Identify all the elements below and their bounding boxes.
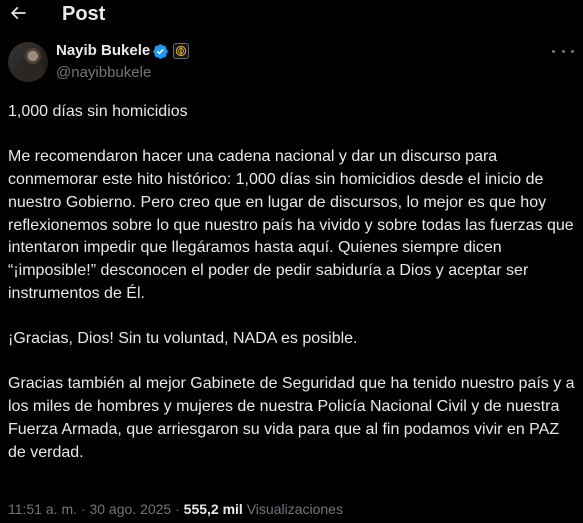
tweet-paragraph: ¡Gracias, Dios! Sin tu voluntad, NADA es posible. [8, 330, 358, 347]
back-button[interactable] [4, 0, 32, 26]
views-count[interactable]: 555,2 mil [183, 501, 243, 517]
author-handle[interactable]: @nayibbukele [56, 64, 152, 81]
verified-badge-icon[interactable] [152, 43, 169, 60]
tweet-paragraph: 1,000 días sin homicidios [8, 103, 188, 120]
more-options-button[interactable] [552, 44, 574, 58]
affiliate-badge-icon[interactable] [173, 43, 189, 59]
post-time[interactable]: 11:51 a. m. [8, 501, 78, 517]
post-date[interactable]: 30 ago. 2025 [89, 501, 172, 517]
meta-separator: · [77, 501, 90, 517]
avatar[interactable] [8, 42, 48, 82]
page-title: Post [62, 3, 106, 25]
post-header [0, 0, 583, 28]
tweet-paragraph: Me recomendaron hacer una cadena nacional y dar un discurso para conmemorar este hito histórico: 1,000 días sin homicidios desde el inicio de nuestro Gobierno. Pero creo que en lugar de discursos, lo mejor es que hoy reflexionemos sobre lo que nuestro país ha vivido y sobre todas las fuerzas que intentaron impedir que llegáramos hasta aquí. Quienes siempre dicen “¡imposible!” desconocen el poder de pedir sabiduría a Dios y aceptar ser instrumentos de Él. [8, 148, 574, 302]
author-name[interactable]: Nayib Bukele [56, 42, 151, 59]
tweet-text [8, 101, 578, 464]
meta-separator: · [171, 501, 184, 517]
arrow-left-icon [8, 3, 28, 23]
tweet-meta [8, 500, 343, 518]
tweet-paragraph: Gracias también al mejor Gabinete de Seguridad que ha tenido nuestro país y a los miles de hombres y mujeres de nuestra Policía Nacional Civil y de nuestra Fuerza Armada, que arriesgaron su vida para que al fin podamos vivir en PAZ de verdad. [8, 375, 575, 461]
more-dots-icon [552, 50, 555, 53]
views-label: Visualizaciones [242, 501, 343, 517]
